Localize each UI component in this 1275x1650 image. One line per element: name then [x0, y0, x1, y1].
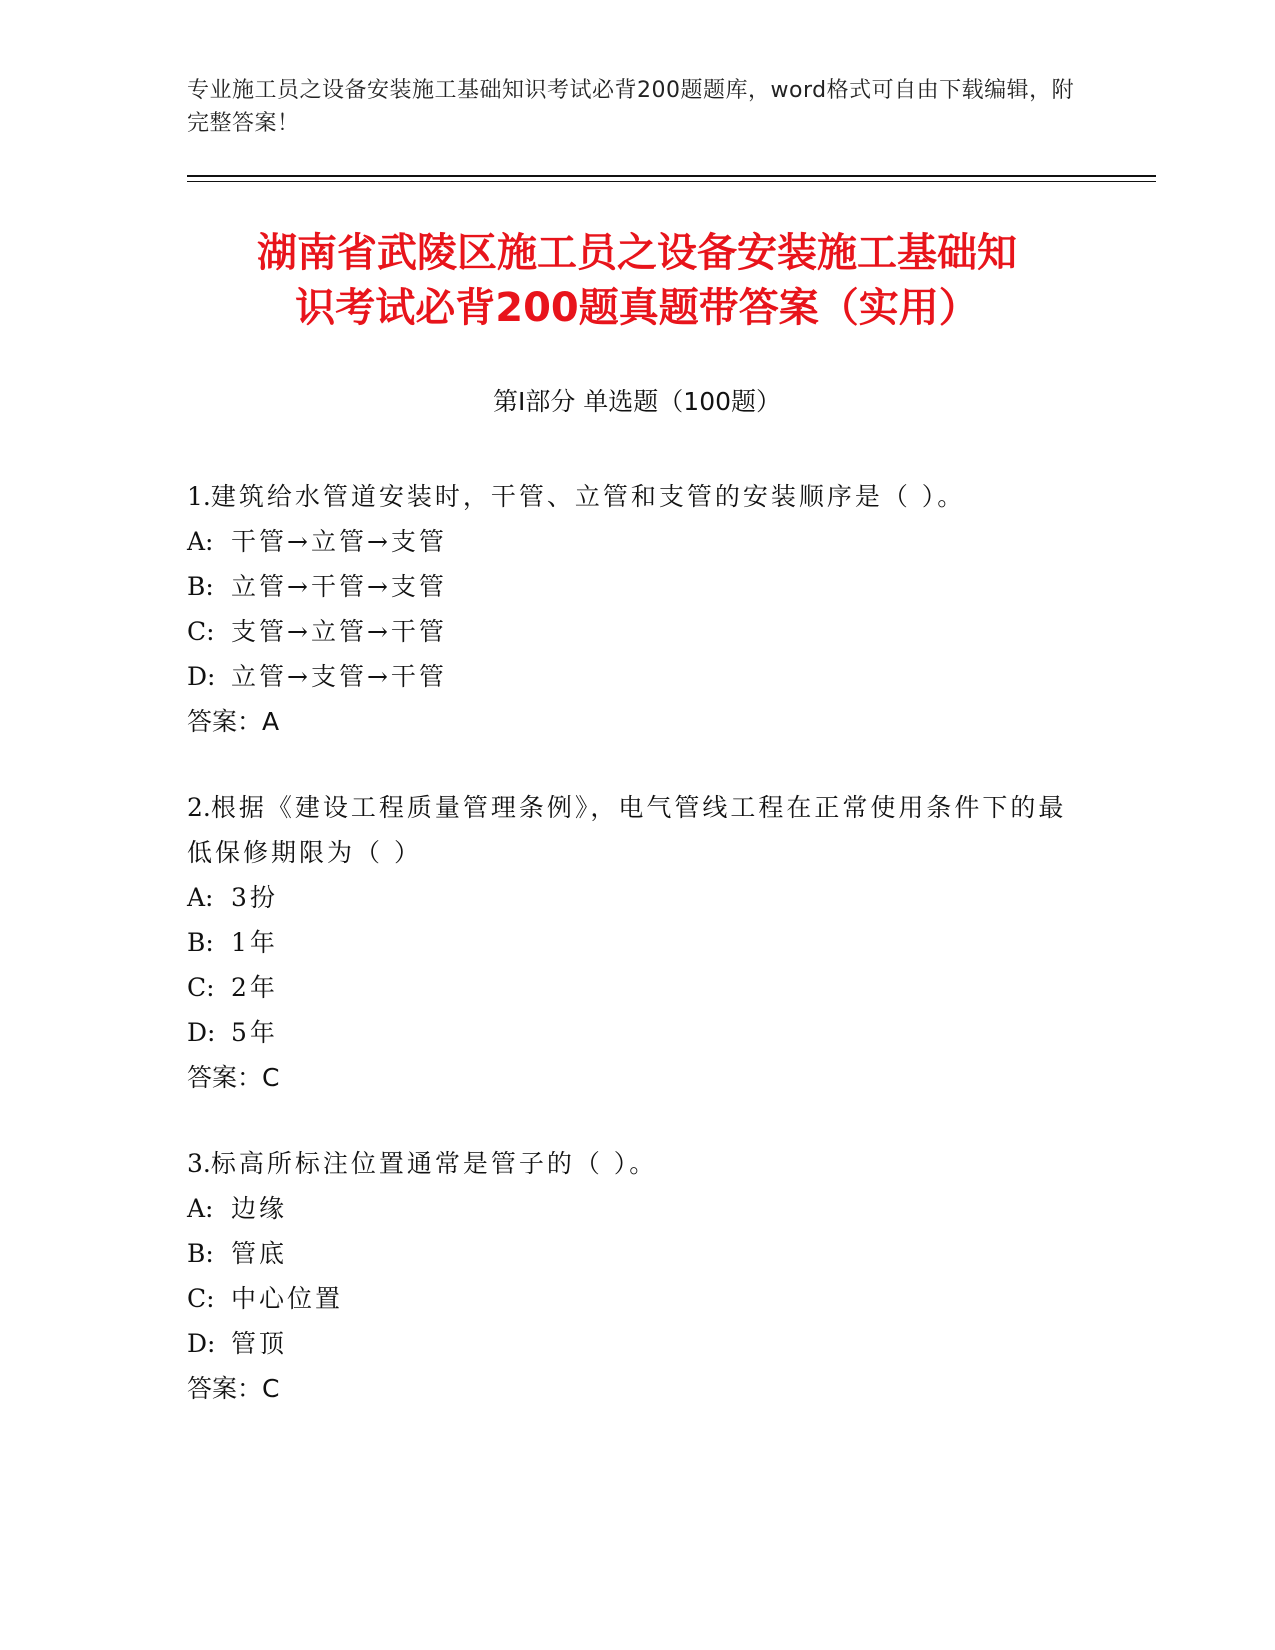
- option-b: [187, 564, 1087, 609]
- option-text: 边缘: [231, 1194, 288, 1223]
- question-3: [187, 1141, 1087, 1411]
- option-key: A:: [187, 527, 214, 556]
- question-stem: 标高所标注位置通常是管子的（ ）。: [210, 1149, 658, 1178]
- section-title: 第Ⅰ部分 单选题（100题）: [492, 387, 782, 416]
- option-text: 5年: [231, 1018, 278, 1047]
- header-note: 专业施工员之设备安装施工基础知识考试必背200题题库，word格式可自由下载编辑，附完整答案！: [187, 78, 1075, 136]
- option-d: [187, 1321, 1087, 1366]
- option-text: 立管→支管→干管: [231, 662, 447, 691]
- question-text: [187, 1141, 1087, 1186]
- option-c: [187, 609, 1087, 654]
- option-text: 管底: [231, 1239, 288, 1268]
- question-stem: 根据《建设工程质量管理条例》，电气管线工程在正常使用条件下的最低保修期限为（ ）: [187, 793, 1067, 867]
- answer-line: 答案：C: [187, 1063, 280, 1092]
- header-divider-thick: [187, 175, 1156, 177]
- option-text: 1年: [231, 928, 278, 957]
- option-key: A:: [187, 1194, 214, 1223]
- option-c: [187, 1276, 1087, 1321]
- document-title: [187, 226, 1087, 336]
- document-title-line-1: 湖南省武陵区施工员之设备安装施工基础知: [257, 230, 1017, 276]
- option-c: [187, 965, 1087, 1010]
- option-key: A:: [187, 883, 214, 912]
- question-text: [187, 785, 1087, 875]
- option-text: 中心位置: [231, 1284, 344, 1313]
- header-divider-thin: [187, 181, 1156, 182]
- question-1: [187, 474, 1087, 744]
- question-text: [187, 474, 1087, 519]
- option-key: B:: [187, 572, 214, 601]
- option-d: [187, 654, 1087, 699]
- question-number: 3.: [187, 1149, 211, 1178]
- question-number: 2.: [187, 793, 211, 822]
- question-number: 1.: [187, 482, 211, 511]
- answer-line: 答案：C: [187, 1374, 280, 1403]
- option-a: [187, 1186, 1087, 1231]
- question-2: [187, 785, 1087, 1100]
- option-key: C:: [187, 973, 215, 1002]
- option-text: 支管→立管→干管: [231, 617, 447, 646]
- question-list: [187, 474, 1087, 1452]
- option-b: [187, 920, 1087, 965]
- option-a: [187, 875, 1087, 920]
- option-key: D:: [187, 1018, 216, 1047]
- option-key: C:: [187, 617, 215, 646]
- option-text: 干管→立管→支管: [231, 527, 447, 556]
- option-key: C:: [187, 1284, 215, 1313]
- option-key: D:: [187, 662, 216, 691]
- document-title-line-2: 识考试必背200题真题带答案（实用）: [295, 285, 979, 331]
- answer-line: 答案：A: [187, 707, 280, 736]
- question-stem: 建筑给水管道安装时，干管、立管和支管的安装顺序是（ ）。: [210, 482, 966, 511]
- option-key: B:: [187, 1239, 214, 1268]
- option-text: 立管→干管→支管: [231, 572, 447, 601]
- option-text: 3扮: [231, 883, 278, 912]
- option-a: [187, 519, 1087, 564]
- option-d: [187, 1010, 1087, 1055]
- option-text: 管顶: [231, 1329, 288, 1358]
- option-b: [187, 1231, 1087, 1276]
- option-key: D:: [187, 1329, 216, 1358]
- option-text: 2年: [231, 973, 278, 1002]
- option-key: B:: [187, 928, 214, 957]
